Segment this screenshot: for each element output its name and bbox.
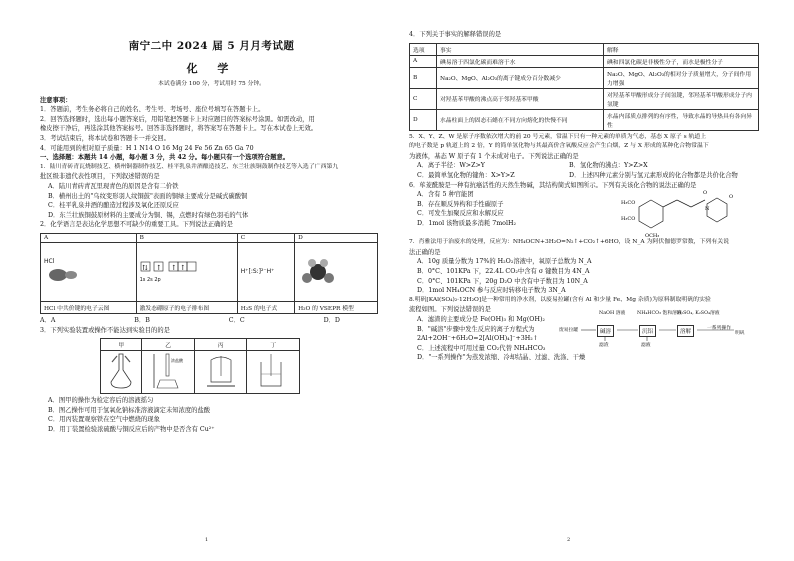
q5-option-d: D．上述四种元素分别与氢元素形成的化合物都是共价化合物 [569, 171, 738, 179]
q3-header-bing: 丙 [194, 339, 247, 351]
q7-option-a: A．10g 质量分数为 17%的 H₂O₂溶液中，氧原子总数为 N_A [417, 258, 592, 266]
q2-image-a [41, 242, 137, 301]
flow-start: 废易拉罐 [559, 327, 579, 333]
q5-stem-3: 为液体，基态 W 原子有 1 个未成对电子。下列说法正确的是 [409, 152, 579, 160]
q6-group-2: H₃CO [621, 216, 636, 223]
h2s-formula: H⁺[:S:]²⁻H⁺ [240, 268, 275, 276]
flow-step-2: 沉铝 [639, 325, 656, 337]
q7-option-d: D．1mol NH₄OCN 参与反应时转移电子数为 3N_A [417, 287, 566, 295]
notice-3: 3．考试结束后，将本试卷和答题卡一并交回。 [40, 134, 170, 142]
notice-2a: 2．回答选择题时，选出每小题答案后，用铅笔把答题卡上对应题目的答案标号涂黑。如需改动，用 [40, 115, 315, 123]
q5-option-c: C．最简单氢化物的键角：X>Y>Z [417, 171, 515, 179]
q2-caption-c: H₂S 的电子式 [237, 301, 294, 313]
q8-option-d: D．"一系列操作"为蒸发浓缩、冷却结晶、过滤、洗涤、干燥 [417, 354, 586, 362]
exam-info: 本试卷满分 100 分，考试用时 75 分钟。 [158, 81, 265, 87]
q4-row-b-explanation: Na₂O、MgO、Al₂O₃的相对分子质量增大，分子间作用力增强 [604, 67, 759, 88]
q5-stem-2: 的电子数是 p 轨道上的 2 倍，Y 的简单氢化物与其最高价含氧酸反应会产生白烟，Z 与 X 形成的某种化合物常温下 [409, 143, 709, 150]
q6-option-c: C．可发生加聚反应和水解反应 [417, 210, 504, 218]
q4-row-a-fact: 碘易溶于四氯化碳而难溶于水 [437, 55, 604, 67]
q1-option-b: B．横州出土的"乌纹变形羽人纹铜鼓"表面的铜绿主要成分是碱式碳酸铜 [48, 192, 248, 200]
flow-reagent-1: NaOH 溶液 [599, 310, 626, 316]
q2-table [40, 233, 378, 314]
q2-image-b [136, 242, 237, 301]
notice-1: 1．答题前，考生务必将自己的姓名、考生号、考场号、座位号填写在答题卡上。 [40, 106, 265, 114]
q3-apparatus-yi [142, 351, 195, 394]
beaker-icon [253, 352, 293, 390]
q2-choice-b: B．B [134, 316, 150, 324]
q1-option-a: A．陆川青砖青瓦里现青色的原因是含有二价铁 [48, 182, 179, 190]
volumetric-flask-icon [106, 352, 136, 390]
q4-row-c-explanation: 对羟基苯甲酸形成分子间氢键，邻羟基苯甲酸形成分子内氢键 [604, 88, 759, 109]
q3-stem: 3．下列实验装置或操作不能达到实验目的的是 [40, 326, 170, 334]
section-1-heading: 一、选择题：本题共 14 小题，每小题 3 分，共 42 分。每小题只有一个选项符合题意。 [40, 154, 290, 162]
q3-apparatus-bing [194, 351, 247, 394]
q1-option-d: D．东兰壮族铜鼓原材料的主要成分为铜、锡，点燃时有绿色羽毛的气体 [48, 211, 249, 219]
q3-table [100, 338, 300, 394]
q6-group-4: O [703, 190, 708, 197]
q4-stem: 4．下列关于事实的解释错误的是 [409, 31, 502, 38]
q3-label-hcl: 浓盐酸 [171, 358, 184, 364]
q3-apparatus-jia [101, 351, 142, 394]
q6-option-d: D．1mol 该物质最多消耗 7molH₂ [417, 219, 517, 227]
q4-row-a-label: A [410, 55, 437, 67]
q4-header-fact: 事实 [437, 43, 604, 55]
piperlongumine-structure-icon [621, 186, 751, 240]
flow-reagent-2: NH₄HCO₃ 饱和溶液 [637, 310, 682, 316]
q4-row-a-explanation: 碘和四氯化碳是非极性分子，而水是极性分子 [604, 55, 759, 67]
q2-caption-a: HCl 中共价键的电子云图 [41, 301, 137, 313]
q5-option-b: B．氢化物的沸点：Y>Z>X [569, 162, 648, 170]
exam-title: 南宁二中 2024 届 5 月月考试题 [128, 40, 295, 52]
q7-option-c: C．0°C、101KPa 下，20g D₂O 中含有中子数目为 10N_A [417, 277, 588, 285]
q4-row-d-label: D [410, 109, 437, 130]
q4-table [409, 43, 759, 131]
q3-option-d: D．用丁装置检验浓硫酸与铜反应后的产物中是否含有 Cu²⁺ [48, 425, 215, 433]
q2-header-b: B [136, 233, 237, 242]
q2-header-a: A [41, 233, 137, 242]
q5-options-row-1 [409, 161, 764, 171]
q5-options-row-2 [409, 171, 764, 181]
flow-out-1: 滤渣 [599, 342, 609, 348]
svg-text:⇅: ⇅ [141, 263, 148, 272]
q2-image-d [295, 242, 378, 301]
q4-row-d-explanation: 水晶内部质点排列的有序性，导致水晶的导热具有各向异性 [604, 109, 759, 130]
q7-stem-2: 法正确的是 [409, 248, 441, 256]
q7-stem-1: 7．肖雅法用于治废水的处理，反应为：NH₄OCN+3H₂O=N₂↑+CO₂↑+6HO，设 N_A 为阿伏伽德罗常数，下列有关说 [409, 239, 729, 246]
q2-stem: 2．化学语言是表达化学思想不可缺少的重要工具。下列说法正确的是 [40, 221, 233, 229]
q6-group-6: O [729, 194, 734, 201]
flow-step-1: 碱溶 [597, 325, 614, 337]
q8-stem-1: 8.明矾[KAl(SO₄)₂·12H₂O]是一种常用的净水剂，以废易拉罐(含有 Al 和少量 Fe、Mg 杂质)为原料制取明矾的实验 [409, 296, 711, 303]
q5-stem-1: 5．X、Y、Z、W 是原子序数依次增大的前 20 号元素，常温下只有一种元素的单质为气态，基态 X 原子 s 轨道上 [409, 133, 707, 140]
q6-option-b: B．存在顺反异构和手性碳原子 [417, 200, 504, 208]
notice-title: 注意事项： [40, 96, 72, 104]
flow-series: 一系列操作 [707, 325, 731, 331]
q3-option-c: C．用丙装置观察铁在空气中燃烧的现象 [48, 416, 160, 424]
q3-option-b: B．图乙操作可用于氢氧化钠标准溶液滴定未知浓度的盐酸 [48, 406, 211, 414]
q6-group-3: OCH₃ [645, 233, 660, 240]
q2-header-d: D [295, 233, 378, 242]
q3-apparatus-ding [247, 351, 300, 394]
q2-header-c: C [237, 233, 294, 242]
q6-group-5: N [705, 206, 710, 213]
svg-text:↑: ↑ [179, 263, 186, 272]
notice-4: 4．可能用到的相对原子质量：H 1 N14 O 16 Mg 24 Fe 56 Zn 65 Ga 70 [40, 144, 254, 152]
q6-option-a: A．含有 5 种官能团 [417, 191, 474, 199]
q2-choice-c: C．C [228, 316, 245, 324]
svg-text:↑: ↑ [170, 263, 177, 272]
orbital-diagram-icon [140, 261, 202, 275]
flow-step-3: 溶解 [677, 325, 694, 337]
flow-out-2: 滤液 [641, 342, 651, 348]
q7-option-b: B．0°C、101KPa 下，22.4L CO₂中含有 σ 键数目为 4N_A [417, 267, 590, 275]
q1-option-c: C．桂平乳泉井酒的酿造过程涉及氧化还原反应 [48, 202, 179, 210]
svg-text:↑: ↑ [155, 263, 162, 272]
q4-header-explanation: 解释 [604, 43, 759, 55]
q8-option-c: C．上述流程中可用过量 CO₂代替 NH₄HCO₃ [417, 344, 546, 352]
q8-option-b: B．"碱溶"步骤中发生反应的离子方程式为 [417, 325, 535, 333]
q2-choice-d: D．D [323, 316, 340, 324]
q4-row-c-label: C [410, 88, 437, 109]
q2-caption-d: H₂O 的 VSEPR 模型 [295, 301, 378, 313]
hcl-label: HCl [44, 258, 55, 266]
right-page [397, 0, 794, 561]
hcl-electron-cloud-icon [44, 265, 84, 283]
q5-option-a: A．离子半径：W>Z>Y [417, 162, 485, 170]
q4-header-option: 选项 [410, 43, 437, 55]
q2-choice-a: A．A [40, 316, 56, 324]
flow-reagent-3: H₂SO₄, K₂SO₄溶液 [677, 310, 720, 316]
q4-row-b-label: B [410, 67, 437, 88]
page-number-2: 2 [567, 537, 571, 543]
q8-option-b-equation: 2Al+2OH⁻+6H₂O=2[Al(OH)₄]⁻+3H₂↑ [417, 335, 539, 343]
vsepr-model-icon [298, 258, 338, 284]
q4-row-b-fact: Na₂O、MgO、Al₂O₃的离子键成分百分数减少 [437, 67, 604, 88]
q6-block [409, 190, 764, 238]
q6-group-1: H₃CO [621, 200, 636, 207]
q3-option-a: A．图甲的操作为检定容后的溶液摇匀 [48, 397, 154, 405]
q4-row-d-fact: 水晶柱面上的固态石蜡在不同方向熔化的快慢不同 [437, 109, 604, 130]
orbital-labels: 1s 2s 2p [139, 276, 161, 283]
q3-header-yi: 乙 [142, 339, 195, 351]
q2-caption-b: 激发态硼原子的电子排布图 [136, 301, 237, 313]
q6-stem: 6．荜茇酰胺是一种有抗癌活性的天然生物碱，其结构简式如图所示。下列有关该化合物的说法正确的是 [409, 181, 697, 189]
q3-header-ding: 丁 [247, 339, 300, 351]
burette-icon [148, 352, 188, 390]
q8-flowchart [559, 311, 759, 351]
q3-header-jia: 甲 [101, 339, 142, 351]
q8-option-a: A．滤渣的主要成分是 Fe(OH)₃ 和 Mg(OH)₂ [417, 315, 545, 323]
notice-2b: 橡皮擦干净后，再选涂其他答案标号。回答非选择题时，将答案写在答题卡上。写在本试卷上无效。 [40, 125, 318, 133]
q8-stem-2: 流程如图。下列说法错误的是 [409, 306, 491, 314]
subject-title: 化 学 [186, 62, 237, 75]
q1-stem-1: 1．陆川青砖青瓦烧制技艺、横州铜器制作技艺、桂平乳泉井酒酿造技艺、东兰壮族铜鼓制作技艺等入选了广西第九 [40, 163, 339, 170]
flow-arrows-icon [559, 311, 759, 351]
flow-product: 明矾 [735, 330, 745, 336]
q2-image-c [237, 242, 294, 301]
page-number-1: 1 [205, 537, 209, 543]
q1-stem-2: 批区级非遗代表性项目，下列叙述错误的是 [40, 173, 160, 181]
q2-choices [40, 316, 340, 326]
iron-burning-icon [201, 352, 241, 390]
q4-row-c-fact: 对羟基苯甲酸的沸点高于邻羟基苯甲酸 [437, 88, 604, 109]
